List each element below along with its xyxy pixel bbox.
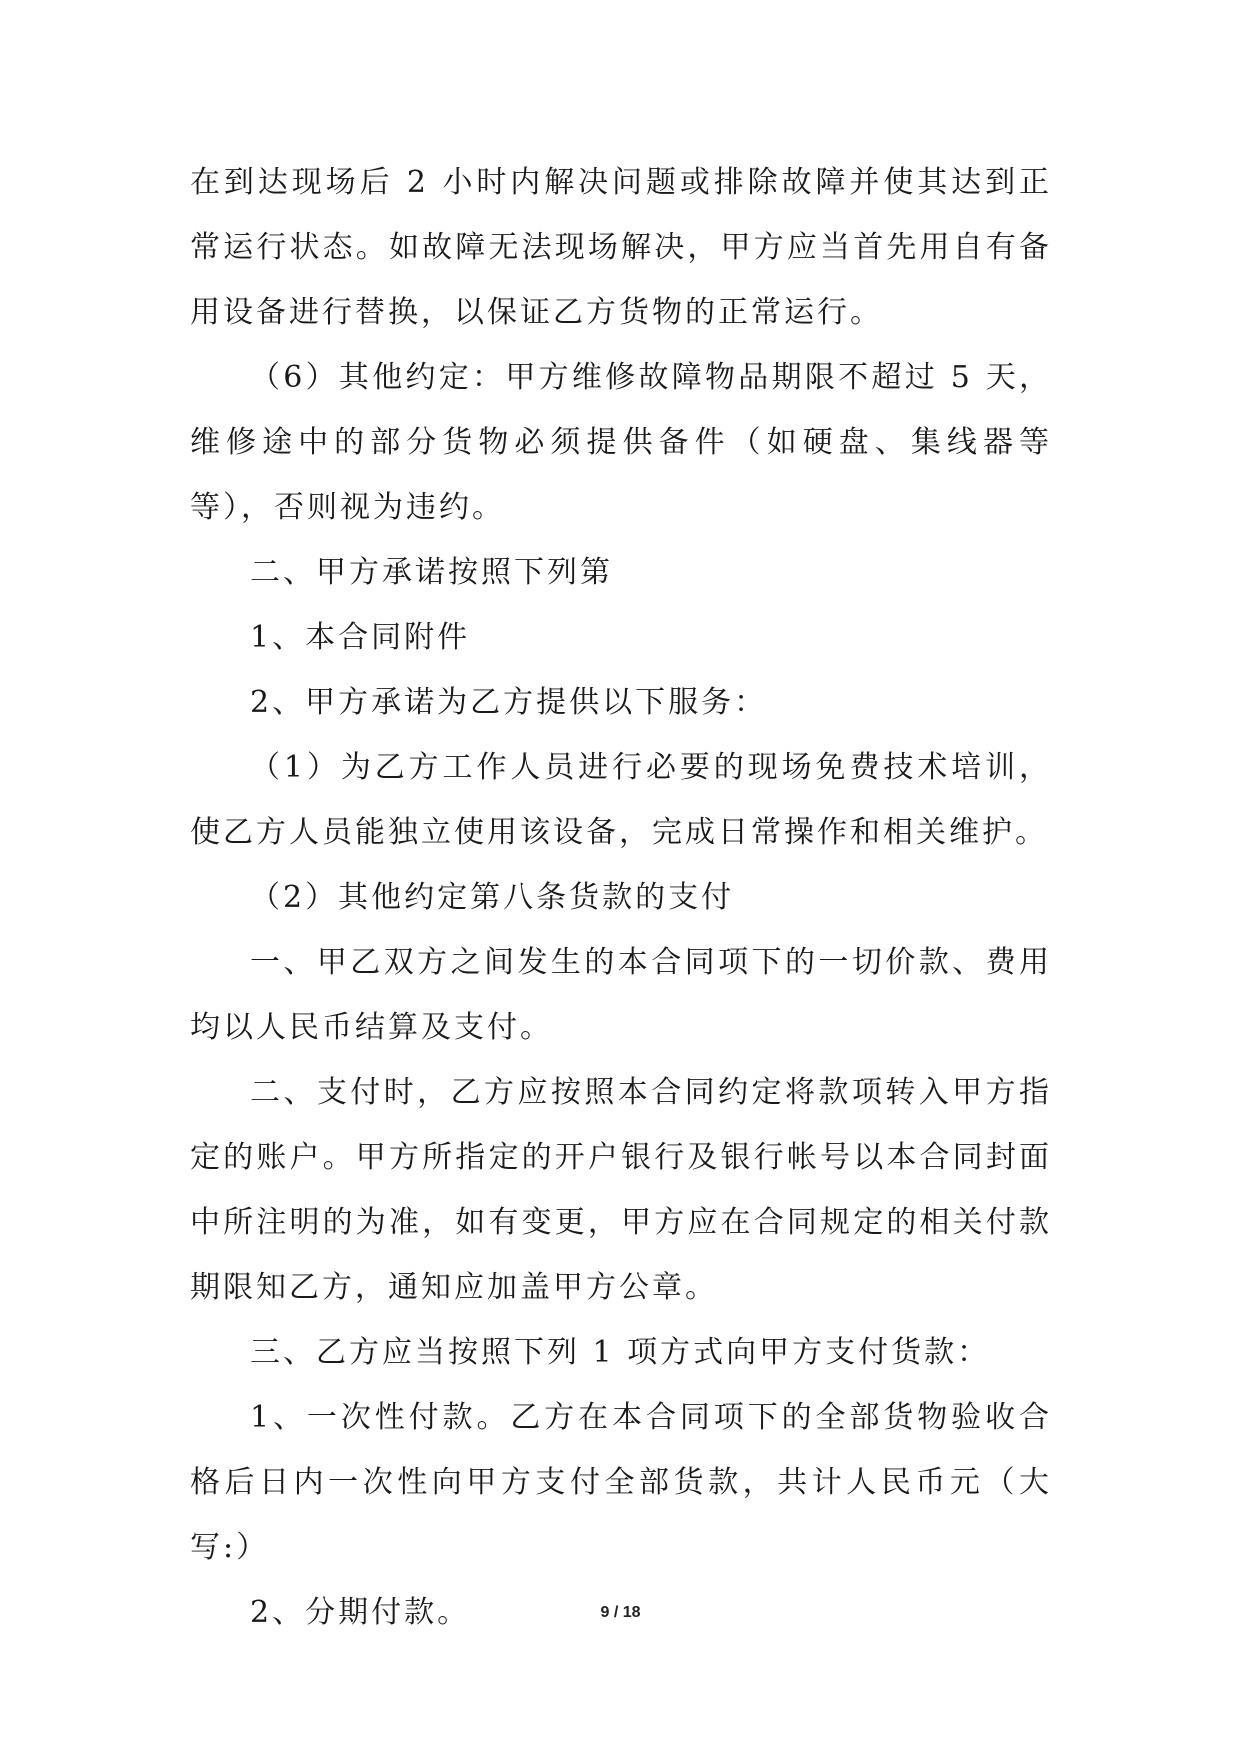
paragraph: 1、一次性付款。乙方在本合同项下的全部货物验收合格后日内一次性向甲方支付全部货款，共计人民币元（大写:）	[190, 1400, 1052, 1565]
paragraph: 二、甲方承诺按照下列第	[250, 555, 613, 590]
paragraph: 1、本合同附件	[250, 620, 471, 655]
paragraph: （6）其他约定：甲方维修故障物品期限不超过 5 天，维修途中的部分货物必须提供备件（如硬盘、集线器等等），否则视为违约。	[190, 360, 1052, 525]
paragraph: （1）为乙方工作人员进行必要的现场免费技术培训，使乙方人员能独立使用该设备，完成日常操作和相关维护。	[190, 750, 1052, 850]
paragraph: 在到达现场后 2 小时内解决问题或排除故障并使其达到正常运行状态。如故障无法现场解决，甲方应当首先用自有备用设备进行替换，以保证乙方货物的正常运行。	[190, 165, 1052, 330]
paragraph: 2、分期付款。	[250, 1595, 471, 1630]
paragraph: 三、乙方应当按照下列 1 项方式向甲方支付货款：	[250, 1335, 991, 1370]
paragraph: （2）其他约定第八条货款的支付	[250, 880, 735, 915]
document-body	[190, 150, 1052, 1645]
page-number: 9 / 18	[600, 1604, 641, 1621]
paragraph: 2、甲方承诺为乙方提供以下服务：	[250, 685, 768, 720]
paragraph: 二、支付时，乙方应按照本合同约定将款项转入甲方指定的账户。甲方所指定的开户银行及银行帐号以本合同封面中所注明的为准，如有变更，甲方应在合同规定的相关付款期限知乙方，通知应加盖甲方公章。	[190, 1075, 1052, 1305]
paragraph: 一、甲乙双方之间发生的本合同项下的一切价款、费用均以人民币结算及支付。	[190, 945, 1052, 1045]
